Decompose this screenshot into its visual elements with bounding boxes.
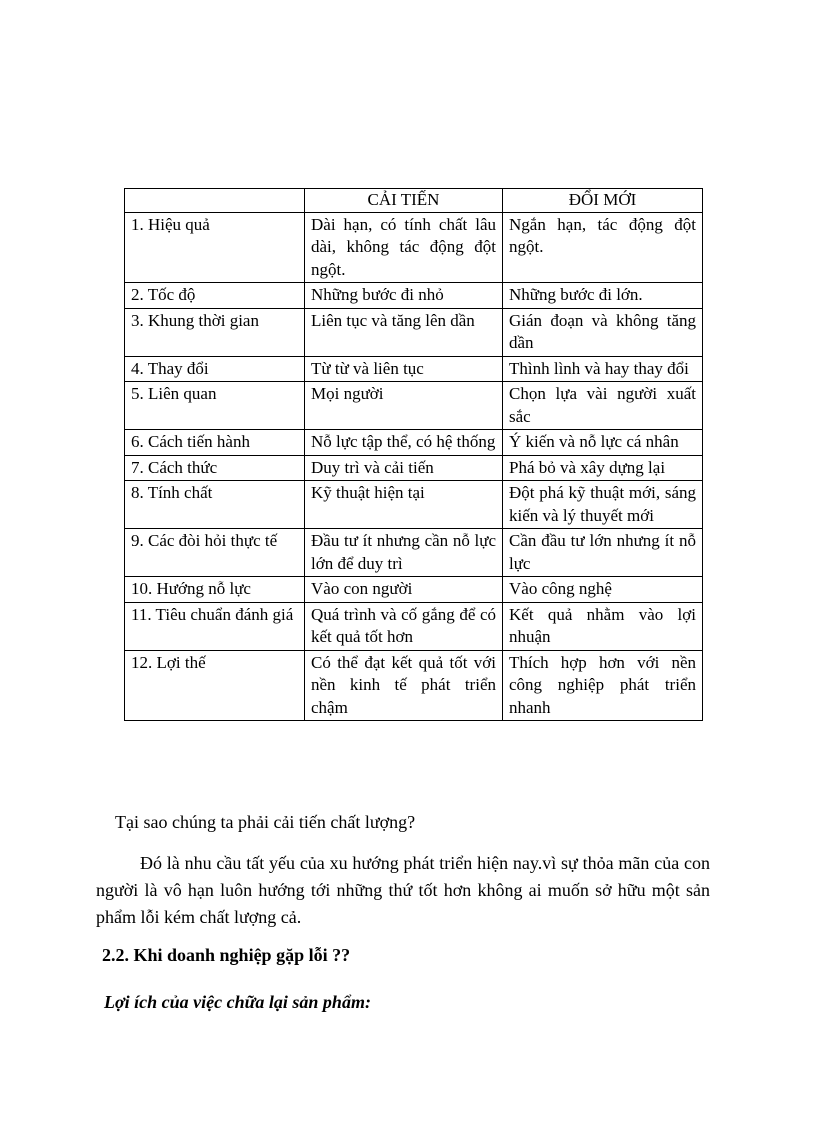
section-subheading: Lợi ích của việc chữa lại sản phẩm:: [104, 992, 371, 1012]
comparison-table: [124, 188, 703, 721]
criteria-cell: 9. Các đòi hỏi thực tế: [125, 529, 305, 577]
header-cell-improvement: CẢI TIẾN: [305, 189, 503, 213]
table-row: [125, 382, 703, 430]
criteria-cell: 12. Lợi thế: [125, 650, 305, 721]
improvement-cell: Duy trì và cải tiến: [305, 455, 503, 481]
table-row: [125, 356, 703, 382]
table-row: [125, 212, 703, 283]
improvement-cell: Đầu tư ít nhưng cần nỗ lực lớn để duy trì: [305, 529, 503, 577]
innovation-cell: Những bước đi lớn.: [503, 283, 703, 309]
innovation-cell: Chọn lựa vài người xuất sắc: [503, 382, 703, 430]
innovation-cell: Đột phá kỹ thuật mới, sáng kiến và lý thuyết mới: [503, 481, 703, 529]
table-row: [125, 577, 703, 603]
innovation-cell: Gián đoạn và không tăng dần: [503, 308, 703, 356]
table-row: [125, 529, 703, 577]
question-text: Tại sao chúng ta phải cải tiến chất lượng?: [115, 812, 416, 832]
innovation-cell: Phá bỏ và xây dựng lại: [503, 455, 703, 481]
table-body: [125, 212, 703, 721]
improvement-cell: Từ từ và liên tục: [305, 356, 503, 382]
criteria-cell: 2. Tốc độ: [125, 283, 305, 309]
innovation-cell: Ý kiến và nỗ lực cá nhân: [503, 430, 703, 456]
innovation-cell: Thình lình và hay thay đổi: [503, 356, 703, 382]
table-row: [125, 430, 703, 456]
innovation-cell: Cần đầu tư lớn nhưng ít nỗ lực: [503, 529, 703, 577]
improvement-cell: Nỗ lực tập thể, có hệ thống: [305, 430, 503, 456]
innovation-cell: Kết quả nhằm vào lợi nhuận: [503, 602, 703, 650]
header-cell-criteria: [125, 189, 305, 213]
table-header-row: [125, 189, 703, 213]
improvement-cell: Vào con người: [305, 577, 503, 603]
improvement-cell: Dài hạn, có tính chất lâu dài, không tác động đột ngột.: [305, 212, 503, 283]
improvement-cell: Liên tục và tăng lên dần: [305, 308, 503, 356]
criteria-cell: 11. Tiêu chuẩn đánh giá: [125, 602, 305, 650]
improvement-cell: Mọi người: [305, 382, 503, 430]
improvement-cell: Những bước đi nhỏ: [305, 283, 503, 309]
table-row: [125, 308, 703, 356]
innovation-cell: Ngắn hạn, tác động đột ngột.: [503, 212, 703, 283]
criteria-cell: 7. Cách thức: [125, 455, 305, 481]
improvement-cell: Kỹ thuật hiện tại: [305, 481, 503, 529]
table-row: [125, 283, 703, 309]
header-cell-innovation: ĐỔI MỚI: [503, 189, 703, 213]
table-row: [125, 602, 703, 650]
innovation-cell: Vào công nghệ: [503, 577, 703, 603]
table-row: [125, 650, 703, 721]
table-row: [125, 481, 703, 529]
criteria-cell: 1. Hiệu quả: [125, 212, 305, 283]
table-row: [125, 455, 703, 481]
body-paragraph: Đó là nhu cầu tất yếu của xu hướng phát triển hiện nay.vì sự thỏa mãn của con người là vô hạn luôn hướng tới những thứ tốt hơn không ai muốn sở hữu một sản phẩm lỗi kém chất lượng cả.: [96, 853, 710, 927]
criteria-cell: 3. Khung thời gian: [125, 308, 305, 356]
criteria-cell: 8. Tính chất: [125, 481, 305, 529]
criteria-cell: 5. Liên quan: [125, 382, 305, 430]
improvement-cell: Có thể đạt kết quả tốt với nền kinh tế phát triển chậm: [305, 650, 503, 721]
criteria-cell: 4. Thay đổi: [125, 356, 305, 382]
criteria-cell: 6. Cách tiến hành: [125, 430, 305, 456]
improvement-cell: Quá trình và cố gắng để có kết quả tốt hơn: [305, 602, 503, 650]
criteria-cell: 10. Hướng nỗ lực: [125, 577, 305, 603]
innovation-cell: Thích hợp hơn với nền công nghiệp phát triển nhanh: [503, 650, 703, 721]
section-heading: 2.2. Khi doanh nghiệp gặp lỗi ??: [102, 945, 351, 965]
